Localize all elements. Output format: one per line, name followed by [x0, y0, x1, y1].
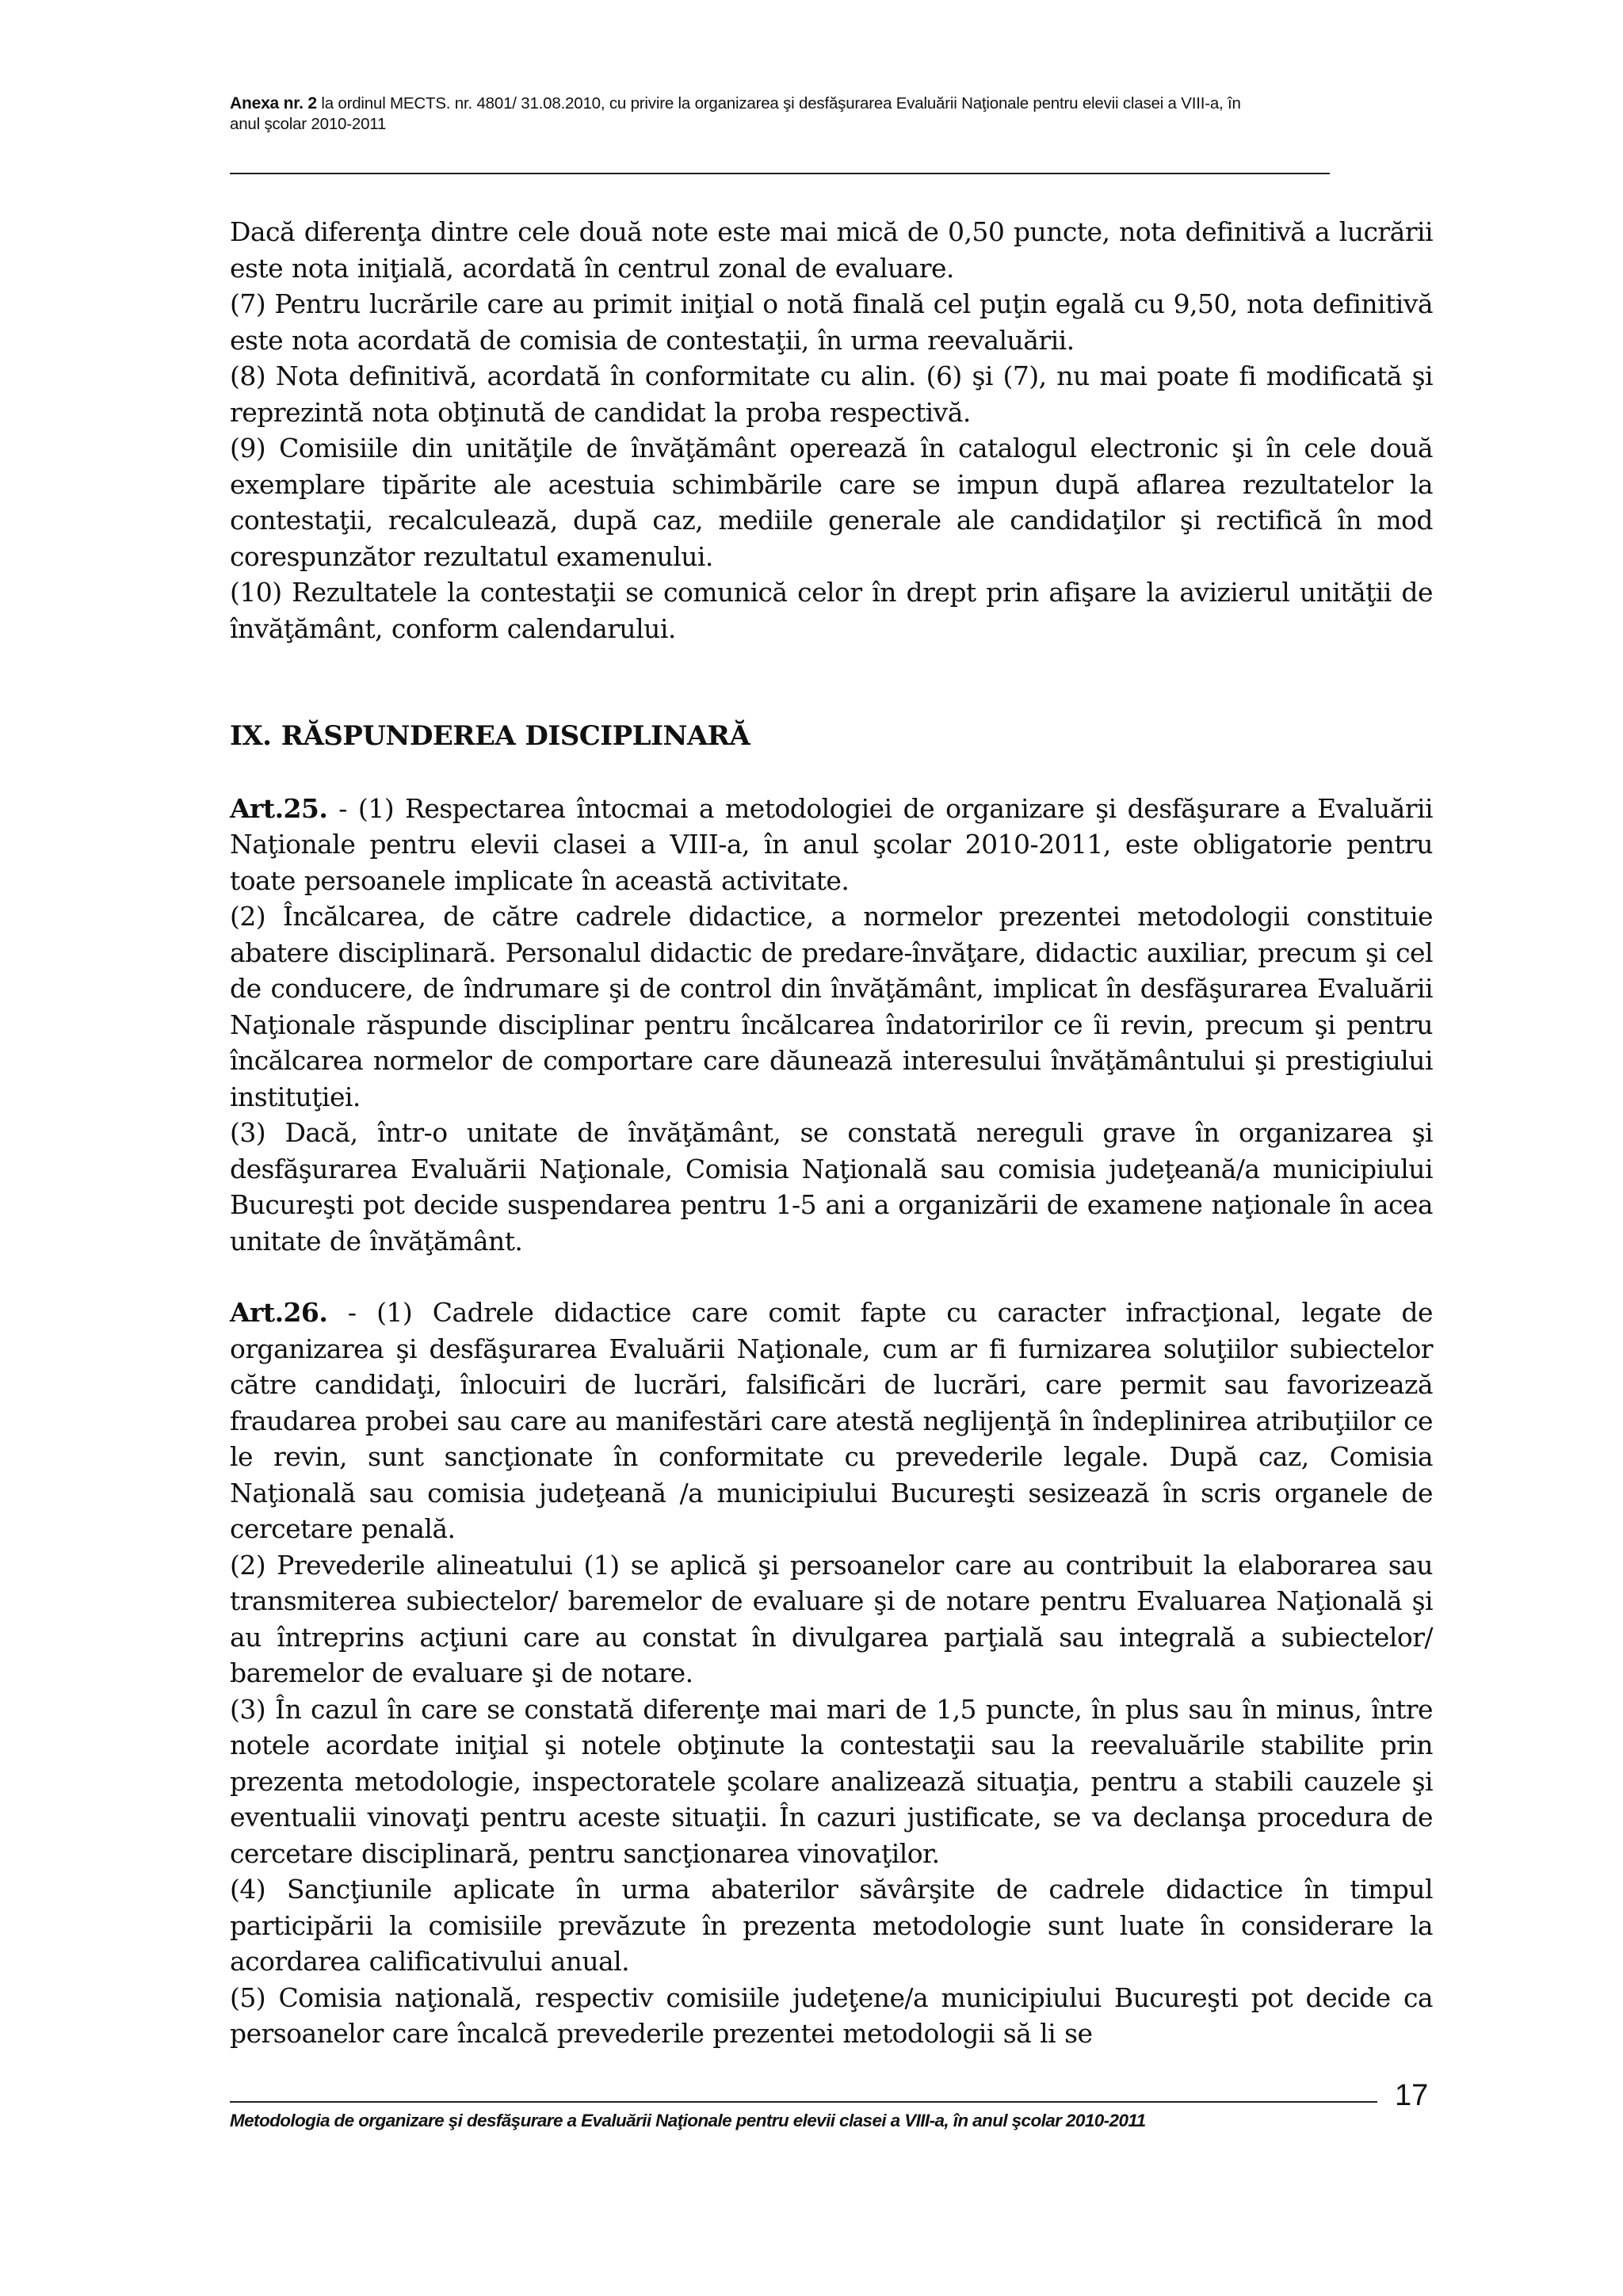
article-25	[230, 791, 1433, 899]
header-divider	[230, 173, 1330, 174]
section-title: IX. RĂSPUNDEREA DISCIPLINARĂ	[230, 720, 750, 752]
article-26-alin-5: (5) Comisia naţională, respectiv comisiile judeţene/a municipiului Bucureşti pot decide ca persoanelor care încalcă prevederile prezentei metodologii să li se	[230, 1981, 1433, 2049]
spacer	[230, 1259, 1433, 1295]
footer-text: Metodologia de organizare şi desfăşurare a Evaluării Naţionale pentru elevii clasei a VIII-a, în anul şcolar 2010-2011	[230, 2111, 1146, 2130]
article-26-label: Art.26.	[230, 1297, 328, 1328]
paragraph-alin-10: (10) Rezultatele la contestaţii se comunică celor în drept prin afişare la avizierul unităţii de învăţământ, conform calendarului.	[230, 577, 1433, 644]
article-26-alin-3: (3) În cazul în care se constată diferenţe mai mari de 1,5 puncte, în plus sau în minus, între notele acordate iniţial şi notele obţinute la contestaţii sau la reevaluările stabilite prin prezenta metodologie, inspectoratele şcolare analizează situaţia, pentru a stabili cauzele şi eventualii vinovaţi pentru aceste situaţii. În cazuri justificate, se va declanşa procedura de cercetare disciplinară, pentru sancţionarea vinovaţilor.	[230, 1693, 1433, 1869]
article-25-alin-1: - (1) Respectarea întocmai a metodologiei de organizare şi desfăşurare a Evaluării Naţionale pentru elevii clasei a VIII-a, în anul şcolar 2010-2011, este obligatorie pentru toate persoanele implicate în această activitate.	[230, 792, 1433, 896]
paragraph-alin-9: (9) Comisiile din unităţile de învăţământ operează în catalogul electronic şi în cele două exemplare tipărite ale acestuia schimbările care se impun după aflarea rezultatelor la contestaţii, recalculează, după caz, mediile generale ale candidaţilor şi rectifică în mod corespunzător rezultatul examenului.	[230, 433, 1433, 572]
paragraph-intro: Dacă diferenţa dintre cele două note este mai mică de 0,50 puncte, nota definitivă a lucrării este nota iniţială, acordată în centrul zonal de evaluare.	[230, 216, 1433, 284]
article-26-alin-1: - (1) Cadrele didactice care comit fapte cu caracter infracţional, legate de organizarea şi desfăşurarea Evaluării Naţionale, cum ar fi furnizarea soluţiilor subiectelor către candidaţi, înlocuiri de lucrări, falsificări de lucrări, care permit sau favorizează fraudarea probei sau care au manifestări care atestă neglijenţă în îndeplinirea atribuţiilor ce le revin, sunt sancţionate în conformitate cu prevederile legale. După caz, Comisia Naţională sau comisia judeţeană /a municipiului Bucureşti sesizează în scris organele de cercetare penală.	[230, 1297, 1433, 1544]
spacer	[230, 755, 1433, 791]
paragraph-alin-7: (7) Pentru lucrările care au primit iniţial o notă finală cel puţin egală cu 9,50, nota definitivă este nota acordată de comisia de contestaţii, în urma reevaluării.	[230, 288, 1433, 356]
article-25-label: Art.25.	[230, 792, 328, 824]
annex-label: Anexa nr. 2	[230, 94, 317, 113]
footer-divider	[230, 2101, 1377, 2103]
page-header	[230, 93, 1434, 135]
header-line-1	[230, 93, 1434, 114]
header-text-1: la ordinul MECTS. nr. 4801/ 31.08.2010, cu privire la organizarea şi desfăşurarea Evaluării Naţionale pentru elevii clasei a VIII-a, în	[316, 94, 1241, 113]
article-25-alin-2: (2) Încălcarea, de către cadrele didactice, a normelor prezentei metodologii constituie abatere disciplinară. Personalul didactic de predare-învăţare, didactic auxiliar, precum şi cel de conducere, de îndrumare şi de control din învăţământ, implicat în desfăşurarea Evaluării Naţionale răspunde disciplinar pentru încălcarea îndatoririlor ce îi revin, precum şi pentru încălcarea normelor de comportare care dăunează interesului învăţământului şi prestigiului instituţiei.	[230, 901, 1433, 1112]
page-number: 17	[1395, 2079, 1429, 2112]
article-26-alin-2: (2) Prevederile alineatului (1) se aplică şi persoanelor care au contribuit la elaborarea sau transmiterea subiectelor/ baremelor de evaluare şi de notare pentru Evaluarea Naţională şi au întreprins acţiuni care au constat în divulgarea parţială sau integrală a subiectelor/ baremelor de evaluare şi de notare.	[230, 1549, 1433, 1688]
header-line-2: anul şcolar 2010-2011	[230, 115, 387, 133]
article-25-alin-3: (3) Dacă, într-o unitate de învăţământ, se constată nereguli grave în organizarea şi desfăşurarea Evaluării Naţionale, Comisia Naţională sau comisia judeţeană/a municipiului Bucureşti pot decide suspendarea pentru 1-5 ani a organizării de examene naţionale în acea unitate de învăţământ.	[230, 1117, 1433, 1257]
article-26	[230, 1295, 1433, 1547]
paragraph-alin-8: (8) Nota definitivă, acordată în conformitate cu alin. (6) şi (7), nu mai poate fi modificată şi reprezintă nota obţinută de candidat la proba respectivă.	[230, 360, 1433, 428]
spacer	[230, 646, 1433, 719]
article-26-alin-4: (4) Sancţiunile aplicate în urma abaterilor săvârşite de cadrele didactice în timpul participării la comisiile prevăzute în prezenta metodologie sunt luate în considerare la acordarea calificativului anual.	[230, 1874, 1433, 1977]
document-body	[230, 214, 1433, 2052]
